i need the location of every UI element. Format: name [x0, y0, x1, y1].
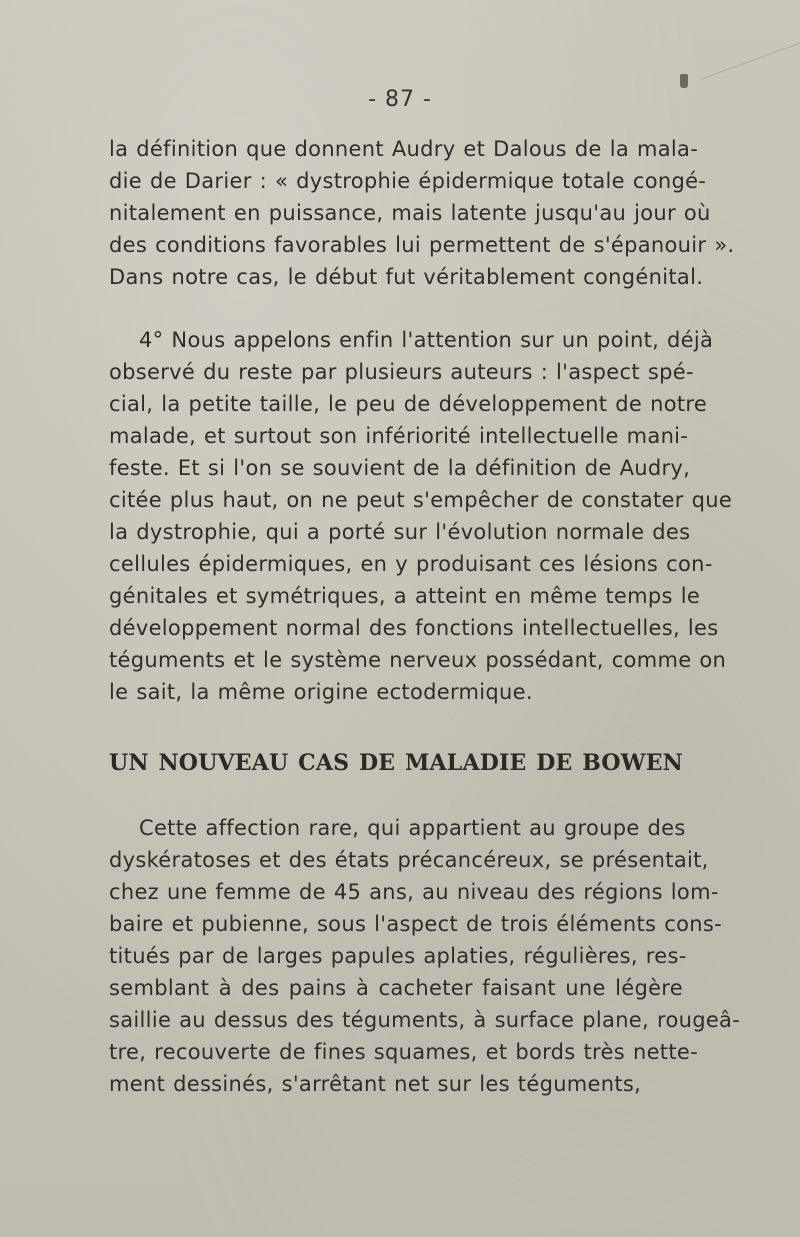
text-line: Dans notre cas, le début fut véritablement congénital.: [109, 265, 704, 289]
section-heading: UN NOUVEAU CAS DE MALADIE DE BOWEN: [109, 750, 683, 776]
text-line: cellules épidermiques, en y produisant ces lésions con-: [109, 552, 713, 576]
text-line: semblant à des pains à cacheter faisant une légère: [109, 976, 683, 1000]
text-line: des conditions favorables lui permettent de s'épanouir ».: [109, 233, 735, 257]
text-line: observé du reste par plusieurs auteurs : l'aspect spé-: [109, 360, 694, 384]
text-line: cial, la petite taille, le peu de développement de notre: [109, 392, 708, 416]
text-line: tre, recouverte de fines squames, et bords très nette-: [109, 1040, 698, 1064]
text-line: le sait, la même origine ectodermique.: [109, 680, 533, 704]
text-line: baire et pubienne, sous l'aspect de trois éléments cons-: [109, 912, 722, 936]
paragraph-1: [109, 133, 735, 293]
text-line: citée plus haut, on ne peut s'empêcher de constater que: [109, 488, 733, 512]
text-line: chez une femme de 45 ans, au niveau des régions lom-: [109, 880, 719, 904]
text-line: malade, et surtout son infériorité intellectuelle mani-: [109, 424, 689, 448]
text-line: feste. Et si l'on se souvient de la définition de Audry,: [109, 456, 691, 480]
text-line: ment dessinés, s'arrêtant net sur les téguments,: [109, 1072, 642, 1096]
text-line: la définition que donnent Audry et Dalous de la mala-: [109, 137, 699, 161]
text-line: téguments et le système nerveux possédant, comme on: [109, 648, 727, 672]
paragraph-3: [109, 812, 741, 1100]
text-line: génitales et symétriques, a atteint en même temps le: [109, 584, 701, 608]
page-number: - 87 -: [368, 87, 432, 112]
text-line: développement normal des fonctions intellectuelles, les: [109, 616, 719, 640]
text-line: die de Darier : « dystrophie épidermique totale congé-: [109, 169, 707, 193]
text-line: Cette affection rare, qui appartient au groupe des: [139, 816, 686, 840]
text-line: la dystrophie, qui a porté sur l'évolution normale des: [109, 520, 691, 544]
text-line: saillie au dessus des téguments, à surface plane, rougeâ-: [109, 1008, 741, 1032]
text-line: dyskératoses et des états précancéreux, se présentait,: [109, 848, 709, 872]
text-line: 4° Nous appelons enfin l'attention sur un point, déjà: [139, 328, 714, 352]
text-line: titués par de larges papules aplaties, régulières, res-: [109, 944, 687, 968]
paragraph-2: [109, 324, 733, 708]
page-fold-mark: [687, 0, 800, 80]
text-line: nitalement en puissance, mais latente jusqu'au jour où: [109, 201, 711, 225]
ink-mark: [680, 74, 688, 88]
